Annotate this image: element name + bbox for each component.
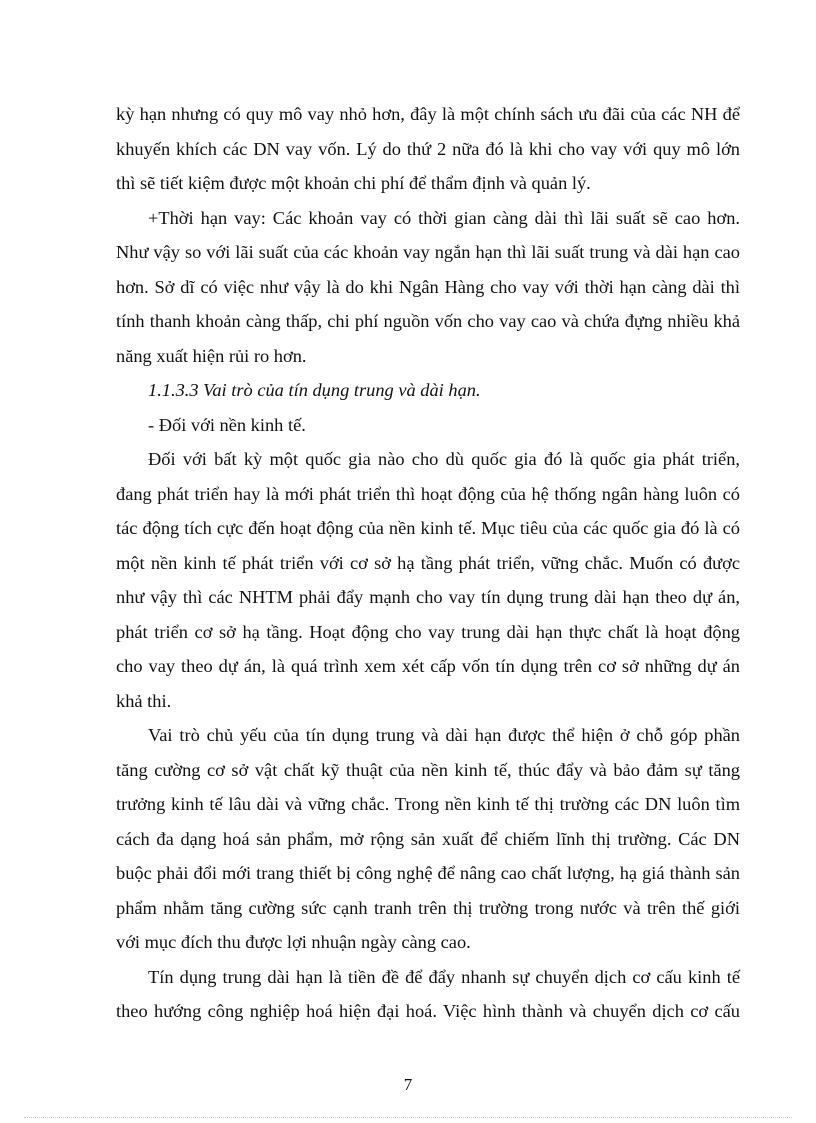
text-line: phát triển cơ sở hạ tầng. Hoạt động cho vay trung dài hạn thực chất là hoạt động [116, 621, 740, 642]
text-line: với mục đích thu được lợi nhuận ngày càng cao. [116, 932, 471, 952]
text-line: hơn. Sở dĩ có việc như vậy là do khi Ngân Hàng cho vay với thời hạn càng dài thì [116, 276, 740, 297]
text-line: cho vay theo dự án, là quá trình xem xét cấp vốn tín dụng trên cơ sở những dự án [116, 656, 740, 676]
text-line: phẩm nhằm tăng cường sức cạnh tranh trên thị trường trong nước và trên thế giới [116, 897, 740, 918]
text-line: kỳ hạn nhưng có quy mô vay nhỏ hơn, đây là một chính sách ưu đãi của các NH để [116, 104, 740, 124]
text-line: cách đa dạng hoá sản phẩm, mở rộng sản xuất để chiếm lĩnh thị trường. Các DN [116, 828, 740, 849]
section-heading: 1.1.3.3 Vai trò của tín dụng trung và dài hạn. [148, 380, 481, 400]
text-line: khả thi. [116, 690, 172, 711]
text-line: theo hướng công nghiệp hoá hiện đại hoá. Việc hình thành và chuyển dịch cơ cấu [116, 1001, 740, 1021]
text-line: +Thời hạn vay: Các khoản vay có thời gian càng dài thì lãi suất sẽ cao hơn. [148, 207, 740, 228]
text-line: như vậy thì các NHTM phải đẩy mạnh cho vay tín dụng trung dài hạn theo dự án, [116, 587, 740, 607]
subsection-heading: - Đối với nền kinh tế. [148, 414, 306, 435]
text-line: một nền kinh tế phát triển với cơ sở hạ tầng phát triển, vững chắc. Muốn có được [116, 552, 740, 573]
text-line: tính thanh khoản càng thấp, chi phí nguồn vốn cho vay cao và chứa đựng nhiều khả [116, 311, 740, 331]
text-line: tác động tích cực đến hoạt động của nền kinh tế. Mục tiêu của các quốc gia đó là có [116, 518, 740, 538]
text-line: đang phát triển hay là mới phát triển thì hoạt động của hệ thống ngân hàng luôn có [116, 483, 740, 504]
text-line: tăng cường cơ sở vật chất kỹ thuật của nền kinh tế, thúc đẩy và bảo đảm sự tăng [116, 759, 740, 780]
body-text [116, 97, 740, 1029]
text-line: Vai trò chủ yếu của tín dụng trung và dài hạn được thể hiện ở chỗ góp phần [148, 725, 740, 745]
text-line: buộc phải đổi mới trang thiết bị công nghệ để nâng cao chất lượng, hạ giá thành sản [116, 863, 740, 883]
text-line: trưởng kinh tế lâu dài và vững chắc. Trong nền kinh tế thị trường các DN luôn tìm [116, 794, 740, 814]
footer-divider [24, 1117, 792, 1118]
page-number: 7 [403, 1075, 413, 1094]
text-line: Đối với bất kỳ một quốc gia nào cho dù quốc gia đó là quốc gia phát triển, [148, 449, 740, 469]
text-line: Như vậy so với lãi suất của các khoản vay ngắn hạn thì lãi suất trung và dài hạn cao [116, 242, 740, 262]
text-line: thì sẽ tiết kiệm được một khoản chi phí để thẩm định và quản lý. [116, 173, 591, 193]
text-line: Tín dụng trung dài hạn là tiền đề để đẩy nhanh sự chuyển dịch cơ cấu kinh tế [148, 966, 740, 987]
text-line: khuyến khích các DN vay vốn. Lý do thứ 2 nữa đó là khi cho vay với quy mô lớn [116, 138, 740, 159]
text-line: năng xuất hiện rủi ro hơn. [116, 345, 307, 366]
